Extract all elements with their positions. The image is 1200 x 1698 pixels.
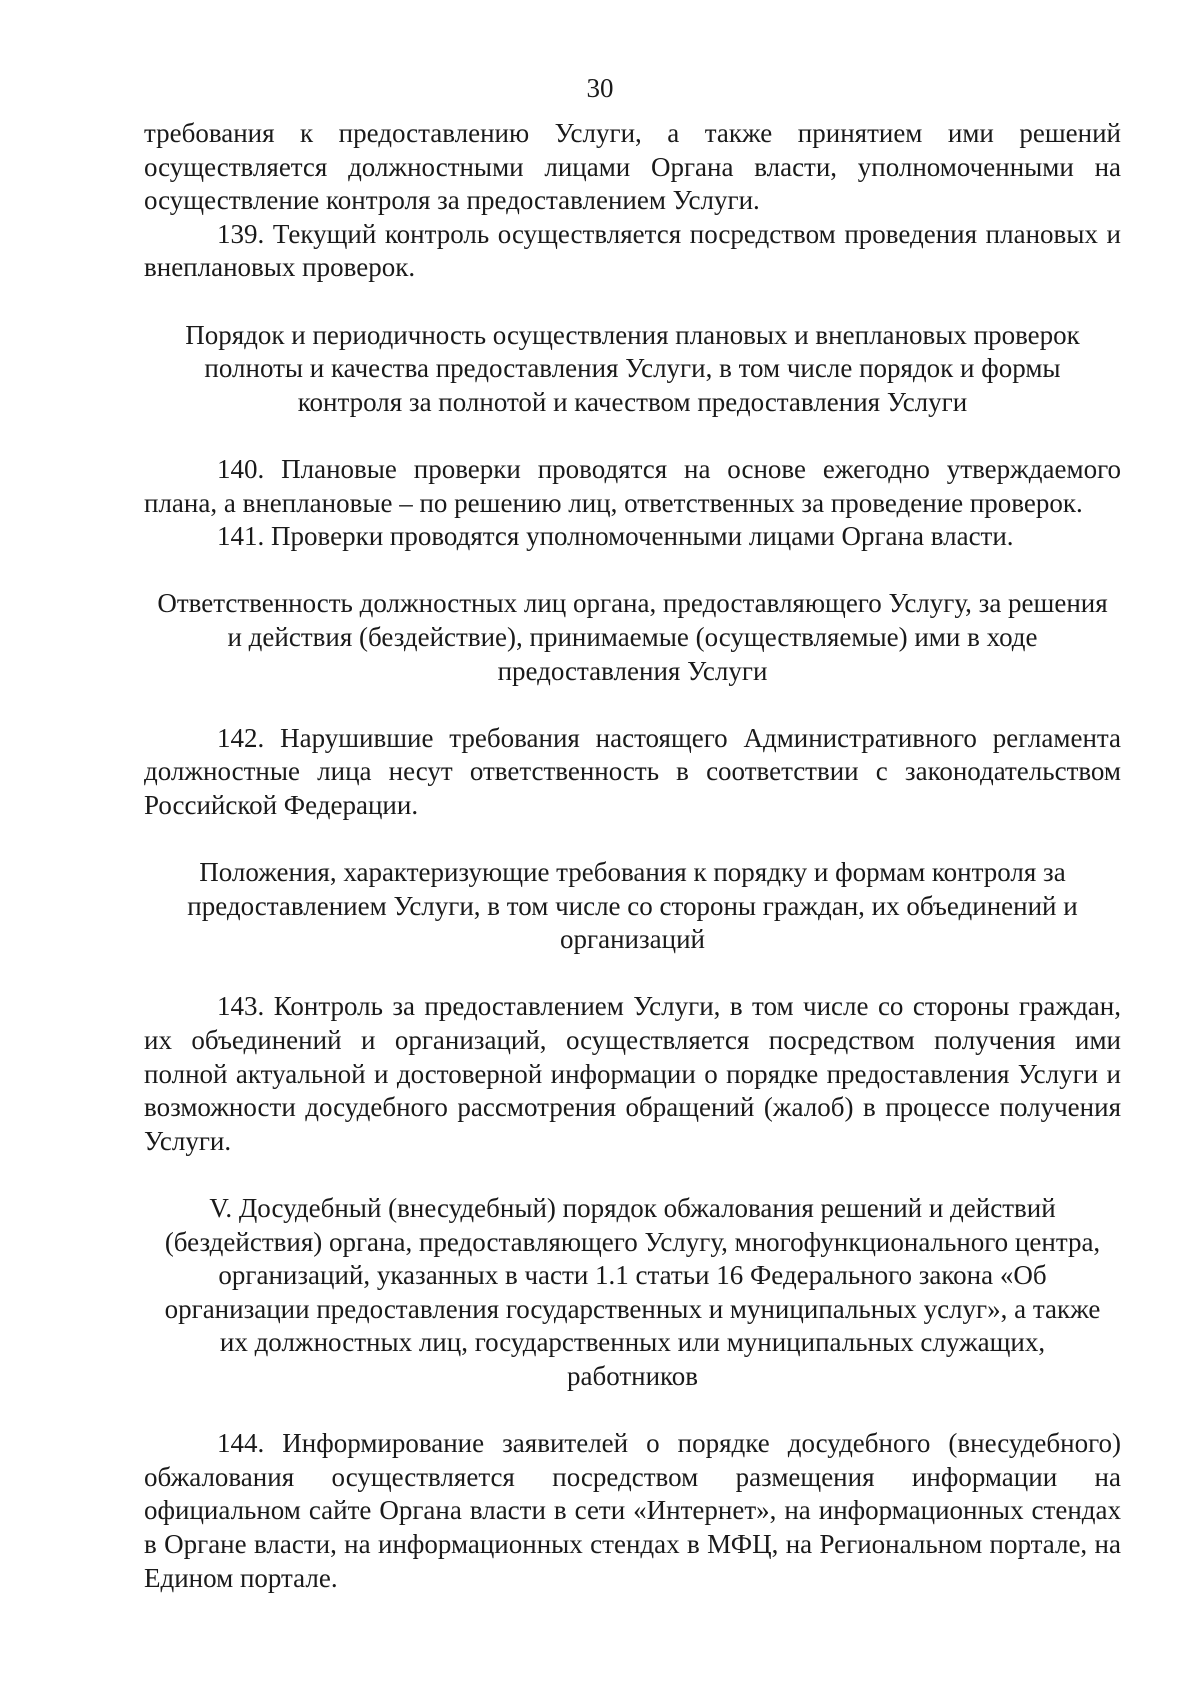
spacer bbox=[144, 822, 1121, 856]
section-heading-responsibility: Ответственность должностных лиц органа, предоставляющего Услугу, за решения и действия (бездействие), принимаемые (осуществляемые) ими в ходе предоставления Услуги bbox=[157, 588, 1108, 686]
spacer bbox=[144, 957, 1121, 991]
spacer bbox=[144, 285, 1121, 319]
section-heading-control-provisions: Положения, характеризующие требования к порядку и формам контроля за предоставлением Услуги, в том числе со стороны граждан, их объединений и организаций bbox=[187, 857, 1078, 955]
paragraph-144: 144. Информирование заявителей о порядке досудебного (внесудебного) обжалования осуществляется посредством размещения информации на официальном сайте Органа власти в сети «Интернет», на информационных стендах в Органе власти, на информационных стендах в МФЦ, на Региональном портале, на Едином портале. bbox=[144, 1428, 1121, 1593]
document-body bbox=[144, 117, 1121, 1595]
paragraph-143: 143. Контроль за предоставлением Услуги, в том числе со стороны граждан, их объединений и организаций, осуществляется посредством получения ими полной актуальной и достоверной информации о порядке предоставления Услуги и возможности досудебного рассмотрения обращений (жалоб) в процессе получения Услуги. bbox=[144, 991, 1121, 1156]
section-heading-inspections: Порядок и периодичность осуществления плановых и внеплановых проверок полноты и качества предоставления Услуги, в том числе порядок и формы контроля за полнотой и качеством предоставления Услуги bbox=[185, 319, 1080, 417]
page-number: 30 bbox=[586, 73, 614, 103]
spacer bbox=[144, 1158, 1121, 1192]
paragraph-141: 141. Проверки проводятся уполномоченными лицами Органа власти. bbox=[217, 521, 1014, 552]
paragraph-140: 140. Плановые проверки проводятся на основе ежегодно утверждаемого плана, а внеплановые – по решению лиц, ответственных за проведение проверок. bbox=[144, 453, 1121, 518]
spacer bbox=[144, 419, 1121, 453]
paragraph-139: 139. Текущий контроль осуществляется посредством проведения плановых и внеплановых проверок. bbox=[144, 218, 1121, 283]
paragraph-142: 142. Нарушившие требования настоящего Административного регламента должностные лица несут ответственность в соответствии с законодательством Российской Федерации. bbox=[144, 722, 1121, 820]
spacer bbox=[144, 1394, 1121, 1428]
spacer bbox=[144, 554, 1121, 588]
spacer bbox=[144, 688, 1121, 722]
section-heading-chapter-v: V. Досудебный (внесудебный) порядок обжалования решений и действий (бездействия) органа, предоставляющего Услугу, многофункционального центра, организаций, указанных в части 1.1 статьи 16 Федерального закона «Об организации предоставления государственных и муниципальных услуг», а также их должностных лиц, государственных или муниципальных служащих, работников bbox=[164, 1193, 1101, 1391]
paragraph-continuation: требования к предоставлению Услуги, а также принятием ими решений осуществляется должностными лицами Органа власти, уполномоченными на осуществление контроля за предоставлением Услуги. bbox=[144, 118, 1121, 216]
